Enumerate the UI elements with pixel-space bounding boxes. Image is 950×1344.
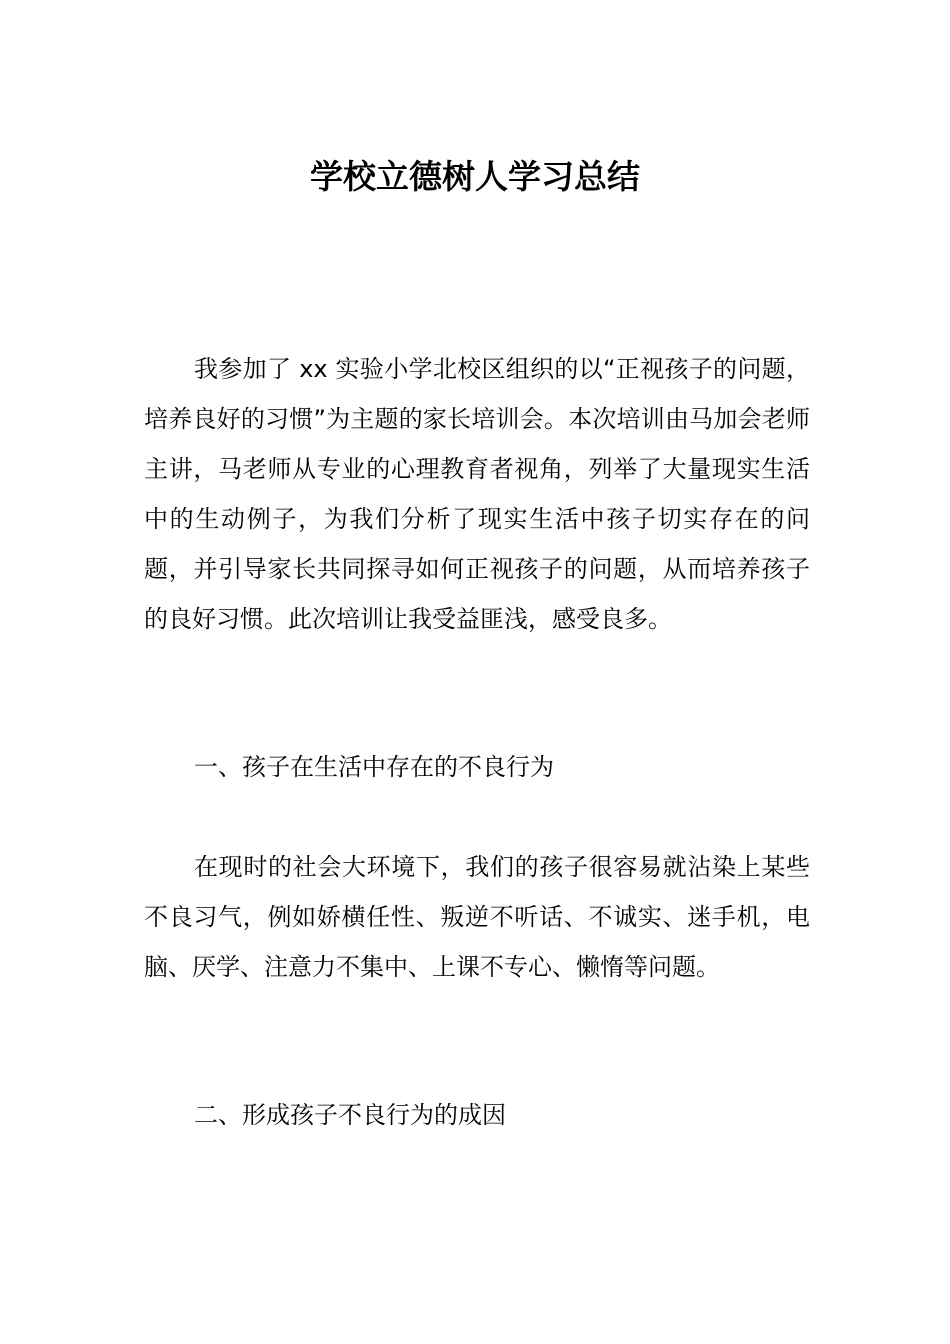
section-heading-1: 一、孩子在生活中存在的不良行为	[194, 753, 554, 781]
document-title: 学校立德树人学习总结	[310, 157, 640, 196]
paragraph-intro: 我参加了 xx 实验小学北校区组织的以“正视孩子的问题，培养良好的习惯”为主题的家长培训会。本次培训由马加会老师主讲，马老师从专业的心理教育者视角，列举了大量现实生活中的生动例子，为我们分析了现实生活中孩子切实存在的问题，并引导家长共同探寻如何正视孩子的问题，从而培养孩子的良好习惯。此次培训让我受益匪浅，感受良多。	[144, 355, 810, 633]
section-heading-2: 二、形成孩子不良行为的成因	[194, 1101, 506, 1129]
paragraph-bad-behaviors: 在现时的社会大环境下，我们的孩子很容易就沾染上某些不良习气，例如娇横任性、叛逆不听话、不诚实、迷手机，电脑、厌学、注意力不集中、上课不专心、懒惰等问题。	[144, 853, 810, 981]
